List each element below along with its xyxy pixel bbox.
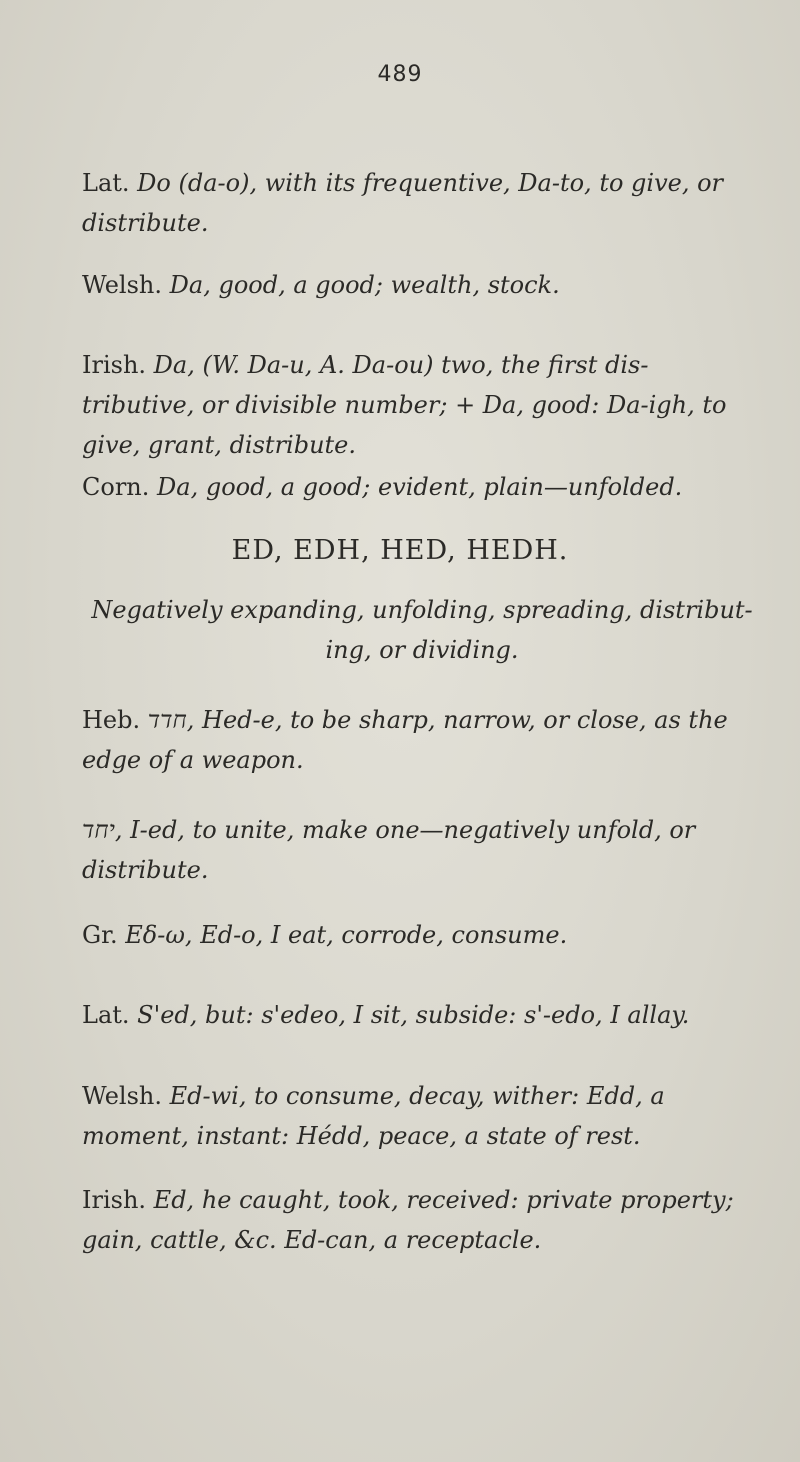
entry-text: Da, good, a good; evident, plain—unfolded. bbox=[157, 473, 683, 501]
entry-irish-da bbox=[82, 345, 762, 465]
entry-welsh-edwi bbox=[82, 1076, 762, 1156]
entry-text: יחד, I-ed, to unite, make one—negatively unfold, or distribute. bbox=[82, 816, 696, 884]
entry-lang: Welsh. bbox=[82, 271, 162, 299]
entry-lang: Irish. bbox=[82, 1186, 147, 1214]
entry-text: Da, (W. Da-u, A. Da-ou) two, the first dis- tributive, or divisible number; + Da, good: Da-igh, to give, grant, distribute. bbox=[82, 351, 727, 459]
entry-text: Lat. bbox=[82, 169, 130, 197]
entry-lang: Lat. bbox=[82, 1001, 130, 1029]
entry-welsh-da bbox=[82, 265, 762, 305]
entry-text: Ed, he caught, took, received: private property; gain, cattle, &c. Ed-can, a receptacle. bbox=[82, 1186, 734, 1254]
entry-hebrew-hed bbox=[82, 700, 762, 780]
entry-text: Εδ-ω, Ed-o, I eat, corrode, consume. bbox=[125, 921, 568, 949]
section-definition: Negatively expanding, unfolding, spreading, distribut- ing, or dividing. bbox=[91, 596, 753, 664]
entry-text: S'ed, but: s'edeo, I sit, subside: s'-edo, I allay. bbox=[137, 1001, 690, 1029]
page-number: 489 bbox=[377, 62, 423, 87]
entry-lang: Heb. bbox=[82, 706, 141, 734]
entry-lang: Corn. bbox=[82, 473, 150, 501]
entry-lang: Welsh. bbox=[82, 1082, 162, 1110]
entry-irish-ed bbox=[82, 1180, 762, 1260]
entry-lang: Irish. bbox=[82, 351, 147, 379]
entry-text: Da, good, a good; wealth, stock. bbox=[169, 271, 560, 299]
entry-text: Do (da-o), with its frequentive, Da-to, to give, or distribute. bbox=[82, 169, 724, 237]
entry-text: Ed-wi, to consume, decay, wither: Edd, a moment, instant: Hédd, peace, a state of rest. bbox=[82, 1082, 665, 1150]
entry-text: חדד, Hed-e, to be sharp, narrow, or close, as the edge of a weapon. bbox=[82, 706, 728, 774]
entry-greek-ed bbox=[82, 915, 762, 955]
entry-hebrew-ied bbox=[82, 810, 762, 890]
entry-latin-sed bbox=[82, 995, 762, 1035]
entry-cornish-da bbox=[82, 467, 762, 507]
entry-lang: Gr. bbox=[82, 921, 118, 949]
entry-latin-do bbox=[82, 163, 762, 243]
section-heading: ED, EDH, HED, HEDH. bbox=[231, 535, 569, 566]
